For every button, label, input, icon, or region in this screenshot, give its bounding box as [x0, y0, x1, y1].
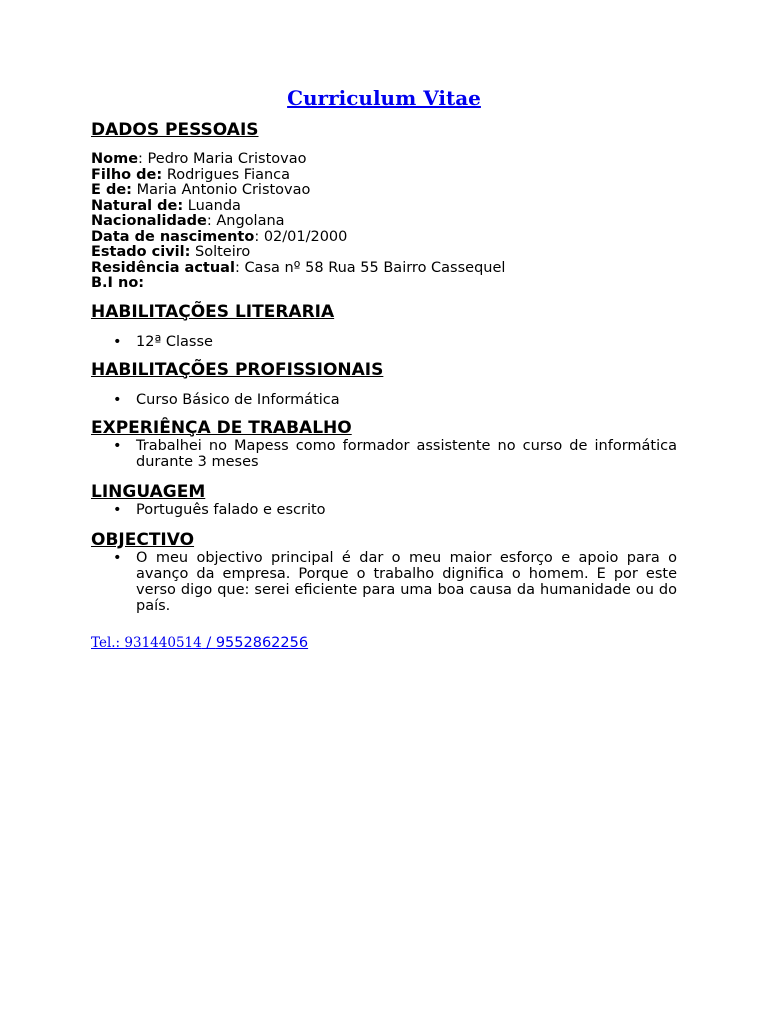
- bullet-icon: •: [113, 391, 122, 408]
- profissionais-list: [91, 392, 677, 408]
- list-item-text: Português falado e escrito: [136, 501, 326, 518]
- bullet-icon: •: [113, 549, 122, 566]
- literaria-list: [91, 334, 677, 350]
- list-item: [91, 550, 677, 614]
- heading-dados-pessoais: DADOS PESSOAIS: [91, 120, 259, 140]
- field-value: Luanda: [187, 197, 241, 214]
- field-value: Maria Antonio Cristovao: [136, 182, 311, 198]
- heading-linguagem: LINGUAGEM: [91, 481, 206, 502]
- list-item-text: Curso Básico de Informática: [136, 391, 340, 408]
- list-item: [91, 334, 677, 350]
- list-item-text: O meu objectivo principal é dar o meu maior esforço e apoio para o avanço da empresa. Porque o trabalho dignifica o homem. E por este verso digo que: serei eficiente para uma boa causa da humanidade ou do país.: [136, 549, 677, 614]
- document-title: Curriculum Vitae: [287, 86, 481, 110]
- field-label: Residência actual: [91, 259, 235, 276]
- field-label: Nacionalidade: [91, 213, 207, 229]
- field-bi: [91, 276, 677, 292]
- field-value: 02/01/2000: [263, 228, 348, 245]
- experiencia-list: [91, 438, 677, 470]
- contact-phone-link[interactable]: [91, 634, 677, 652]
- phone-number-2: 9552862256: [215, 634, 309, 651]
- field-data-nascimento: [91, 230, 677, 246]
- linguagem-list: [91, 502, 677, 518]
- phone-separator: /: [201, 634, 216, 651]
- field-sep: :: [254, 228, 264, 245]
- field-residencia: [91, 261, 677, 277]
- cv-page: [91, 84, 677, 652]
- bullet-icon: •: [113, 333, 122, 350]
- bullet-icon: •: [113, 437, 122, 454]
- field-natural-de: [91, 199, 677, 215]
- field-sep: :: [234, 259, 245, 276]
- heading-objectivo: OBJECTIVO: [91, 529, 195, 550]
- field-label: Estado civil:: [91, 244, 191, 260]
- phone-number-1: 931440514: [124, 634, 202, 651]
- field-label: Nome: [91, 151, 139, 167]
- personal-data-block: [91, 152, 677, 292]
- field-filho-de: [91, 168, 677, 184]
- field-estado-civil: [91, 245, 677, 261]
- field-nacionalidade: [91, 214, 677, 230]
- heading-habilitacoes-profissionais: HABILITAÇÕES PROFISSIONAIS: [91, 359, 384, 380]
- list-item-text: Trabalhei no Mapess como formador assistente no curso de informática durante 3 meses: [136, 437, 677, 470]
- heading-experiencia: EXPERIÊNÇA DE TRABALHO: [91, 417, 352, 438]
- list-item: [91, 392, 677, 408]
- field-value: Rodrigues Fianca: [166, 166, 291, 183]
- bullet-icon: •: [113, 501, 122, 518]
- list-item: [91, 438, 677, 470]
- objectivo-list: [91, 550, 677, 614]
- field-nome: [91, 152, 677, 168]
- field-value: Solteiro: [195, 244, 251, 260]
- field-label: E de:: [91, 182, 132, 198]
- field-label: B.I no:: [91, 275, 145, 291]
- field-value: Casa nº 58 Rua 55 Bairro Cassequel: [244, 259, 506, 276]
- field-label: Filho de:: [91, 166, 163, 183]
- field-sep: :: [206, 213, 217, 229]
- field-value: Pedro Maria Cristovao: [147, 151, 307, 167]
- field-e-de: [91, 183, 677, 199]
- field-label: Natural de:: [91, 197, 184, 214]
- list-item: [91, 502, 677, 518]
- field-value: Angolana: [216, 213, 285, 229]
- heading-habilitacoes-literaria: HABILITAÇÕES LITERARIA: [91, 301, 335, 322]
- phone-prefix: Tel.:: [91, 634, 125, 651]
- field-label: Data de nascimento: [91, 228, 255, 245]
- field-sep: :: [138, 151, 148, 167]
- list-item-text: 12ª Classe: [136, 333, 213, 350]
